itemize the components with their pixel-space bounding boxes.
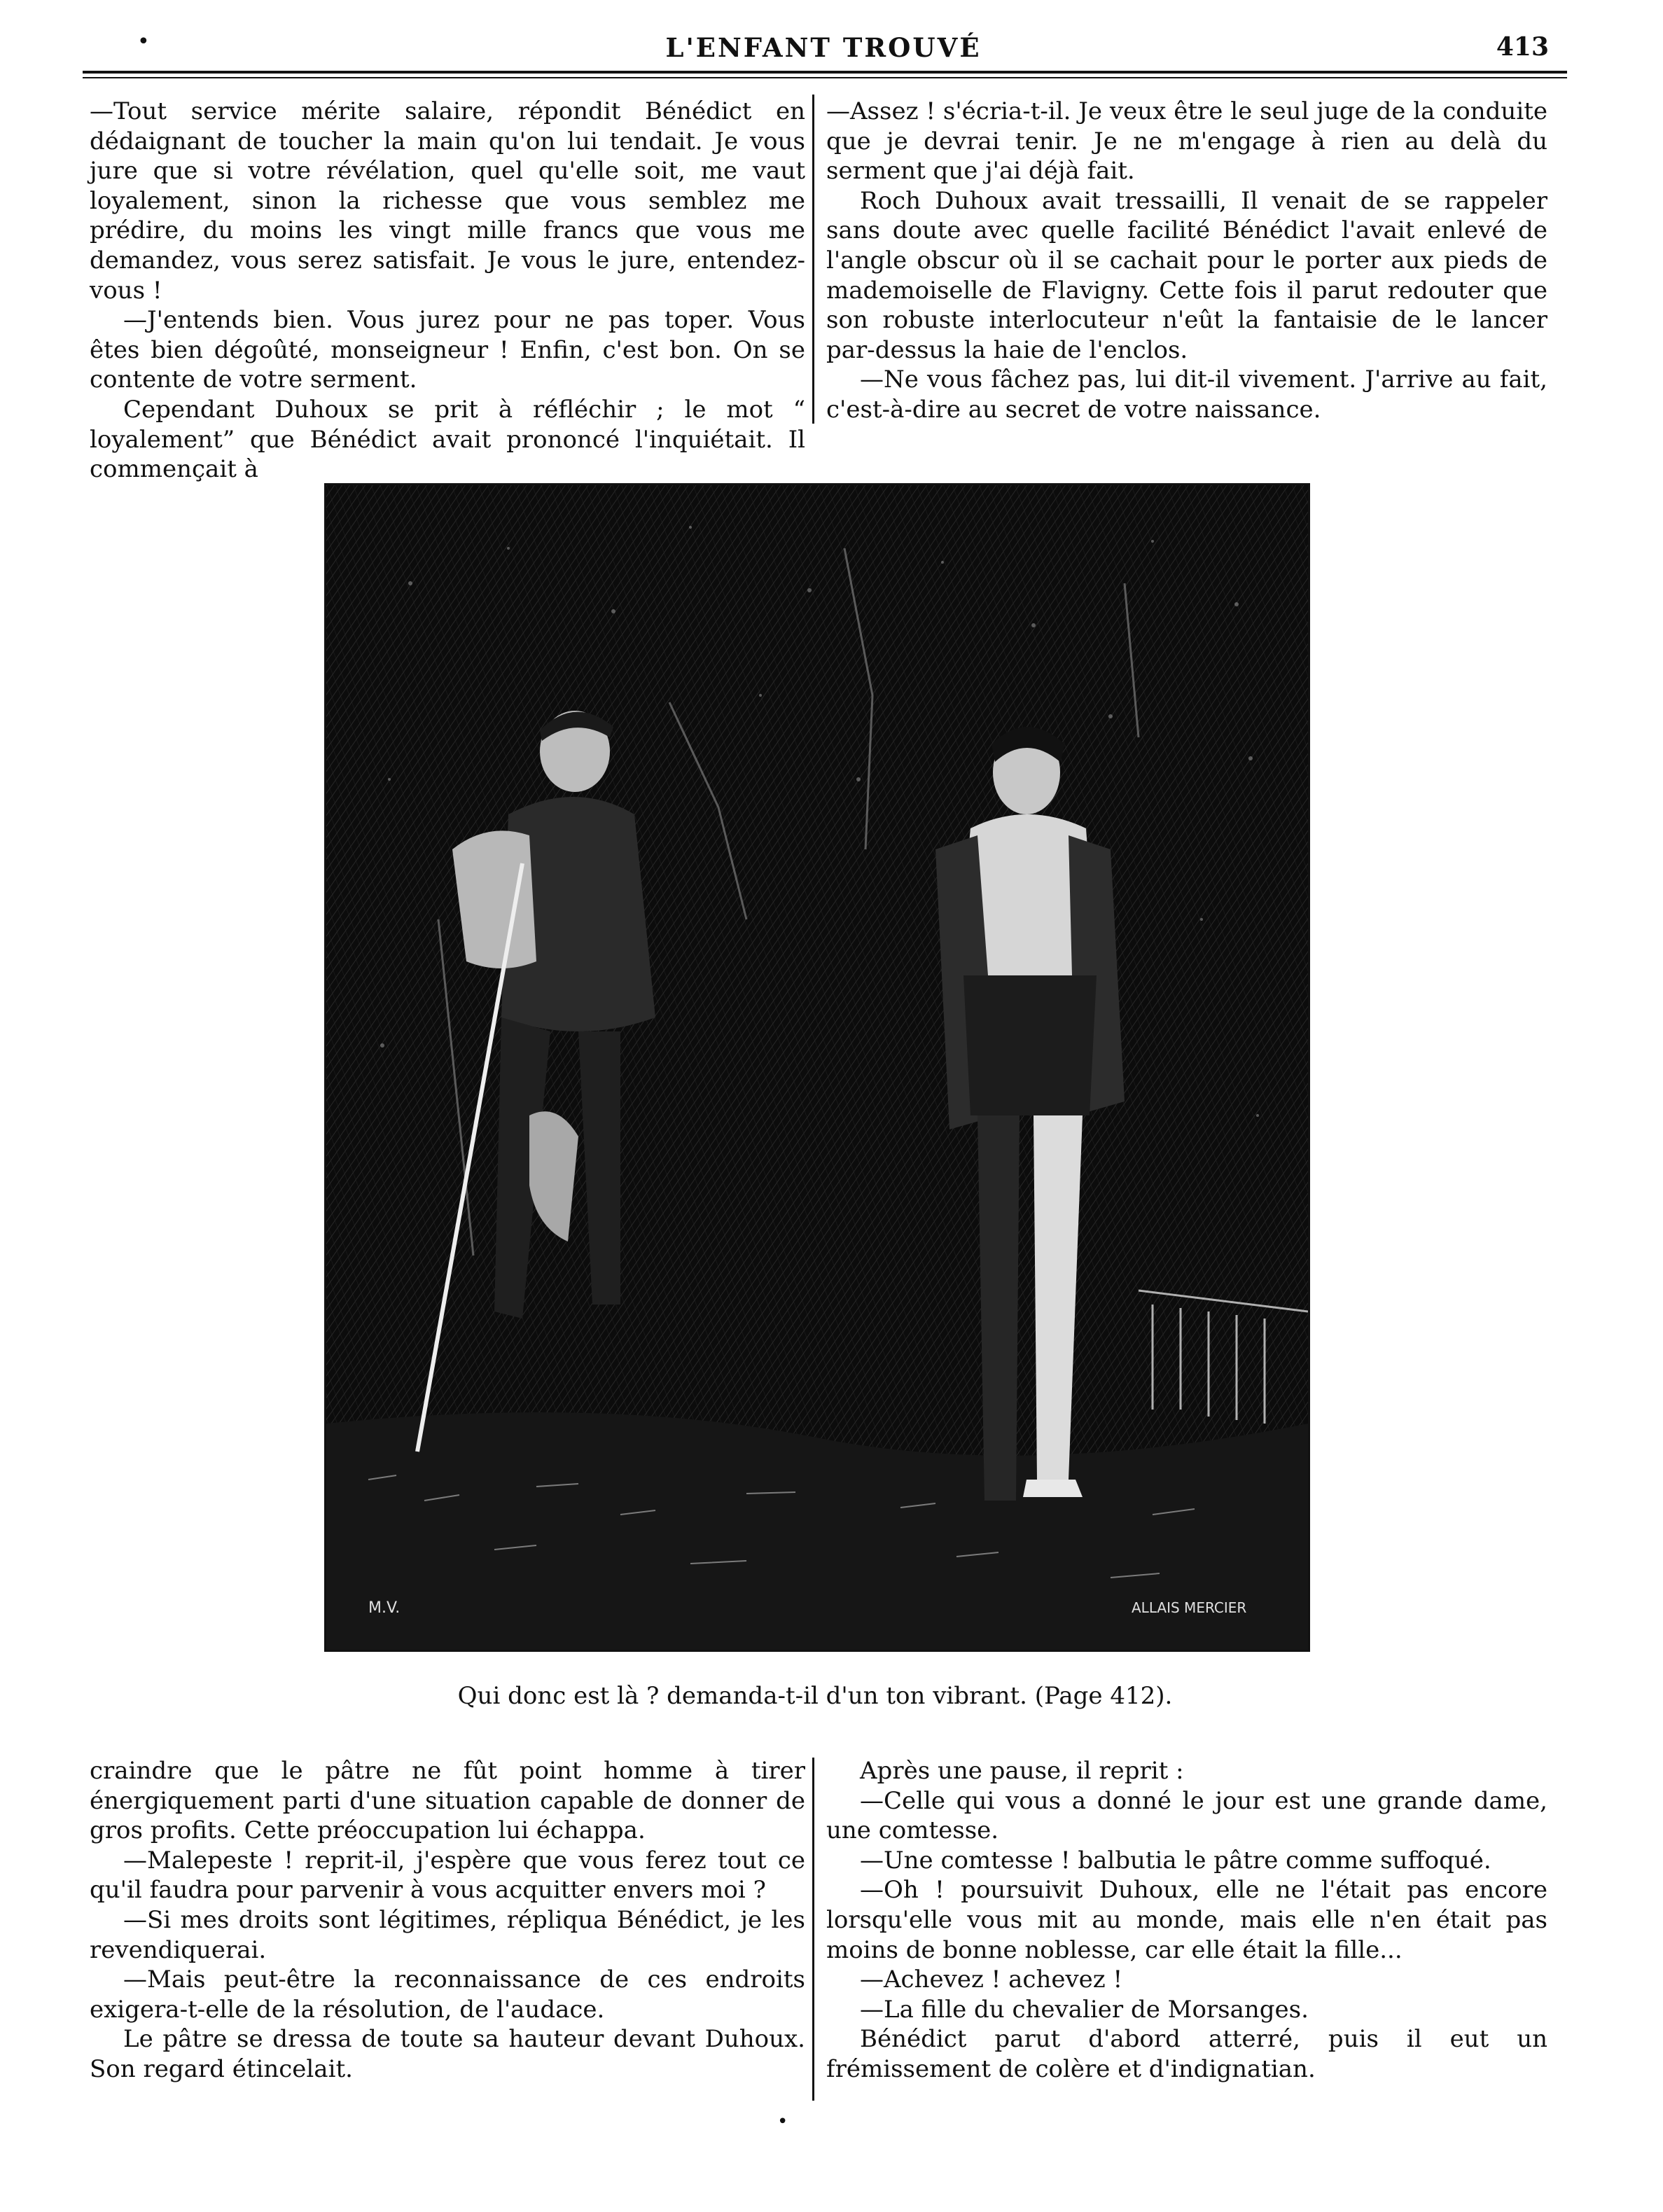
paragraph: —Malepeste ! reprit-il, j'espère que vous ferez tout ce qu'il faudra pour parvenir à vous acquitter envers moi ? [90, 1846, 805, 1905]
engraver-signature-left: M.V. [368, 1599, 401, 1617]
column-top-right [826, 97, 1547, 425]
paragraph: Cependant Duhoux se prit à réfléchir ; le mot “ loyalement” que Bénédict avait prononcé l'inquiétait. Il commençait à [90, 395, 805, 484]
paragraph: —Tout service mérite salaire, répondit Bénédict en dédaignant de toucher la main qu'on lui tendait. Je vous jure que si votre révélation, quel qu'elle soit, me vaut loyalement, sinon la richesse que vous semblez me prédire, du moins les vingt mille francs que vous me demandez, vous serez satisfait. Je vous le jure, entendez-vous ! [90, 97, 805, 305]
engraver-signature-right: ALLAIS MERCIER [1132, 1599, 1247, 1616]
header-rule-thick [83, 71, 1567, 74]
paragraph: —Achevez ! achevez ! [860, 1966, 1123, 1994]
paragraph: —Une comtesse ! balbutia le pâtre comme suffoqué. [860, 1846, 1491, 1874]
column-bottom-right [826, 1756, 1547, 2085]
column-top-left [90, 97, 805, 485]
paragraph: —Celle qui vous a donné le jour est une grande dame, une comtesse. [826, 1786, 1547, 1845]
paragraph: —Assez ! s'écria-t-il. Je veux être le seul juge de la conduite que je devrai tenir. Je ne m'engage à rien au delà du serment que j'ai déjà fait. [826, 97, 1547, 186]
paragraph: Le pâtre se dressa de toute sa hauteur devant Duhoux. Son regard étincelait. [90, 2025, 805, 2083]
paragraph: Roch Duhoux avait tressailli, Il venait de se rappeler sans doute avec quelle facilité Bénédict l'avait enlevé de l'angle obscur où il se cachait pour le porter aux pieds de mademoiselle de Flavigny. Cette fois il parut redouter que son robuste interlocuteur n'eût la fantaisie de le lancer par-dessus la haie de l'enclos. [826, 186, 1547, 364]
paragraph: —Oh ! poursuivit Duhoux, elle ne l'était pas encore lorsqu'elle vous mit au monde, mais elle n'en était pas moins de bonne noblesse, car elle était la fille... [826, 1876, 1547, 1964]
column-bottom-left [90, 1756, 805, 2085]
paragraph: —J'entends bien. Vous jurez pour ne pas toper. Vous êtes bien dégoûté, monseigneur ! Enfin, c'est bon. On se contente de votre serment. [90, 306, 805, 394]
page-number: 413 [1496, 32, 1549, 62]
figure-caption: Qui donc est là ? demanda-t-il d'un ton vibrant. (Page 412). [457, 1682, 1173, 1710]
print-speck: • [777, 2111, 788, 2132]
paragraph: —Mais peut-être la reconnaissance de ces endroits exigera-t-elle de la résolution, de l'audace. [90, 1966, 805, 2024]
engraving-illustration [324, 483, 1310, 1652]
column-divider [812, 1758, 814, 2101]
paragraph: craindre que le pâtre ne fût point homme à tirer énergiquement parti d'une situation capable de donner de gros profits. Cette préoccupation lui échappa. [90, 1757, 805, 1845]
header-rule-thin [83, 77, 1567, 78]
running-title: L'ENFANT TROUVÉ [665, 32, 982, 63]
running-header [83, 29, 1564, 70]
engraving-drawing [326, 485, 1308, 1650]
ornament-dot: • [137, 29, 150, 54]
paragraph: —Ne vous fâchez pas, lui dit-il vivement. J'arrive au fait, c'est-à-dire au secret de votre naissance. [826, 366, 1547, 424]
paragraph: —La fille du chevalier de Morsanges. [860, 1995, 1309, 2024]
column-divider [812, 95, 814, 424]
paragraph: Après une pause, il reprit : [860, 1757, 1184, 1785]
paragraph: —Si mes droits sont légitimes, répliqua Bénédict, je les revendiquerai. [90, 1905, 805, 1964]
paragraph: Bénédict parut d'abord atterré, puis il eut un frémissement de colère et d'indignatian. [826, 2025, 1547, 2083]
